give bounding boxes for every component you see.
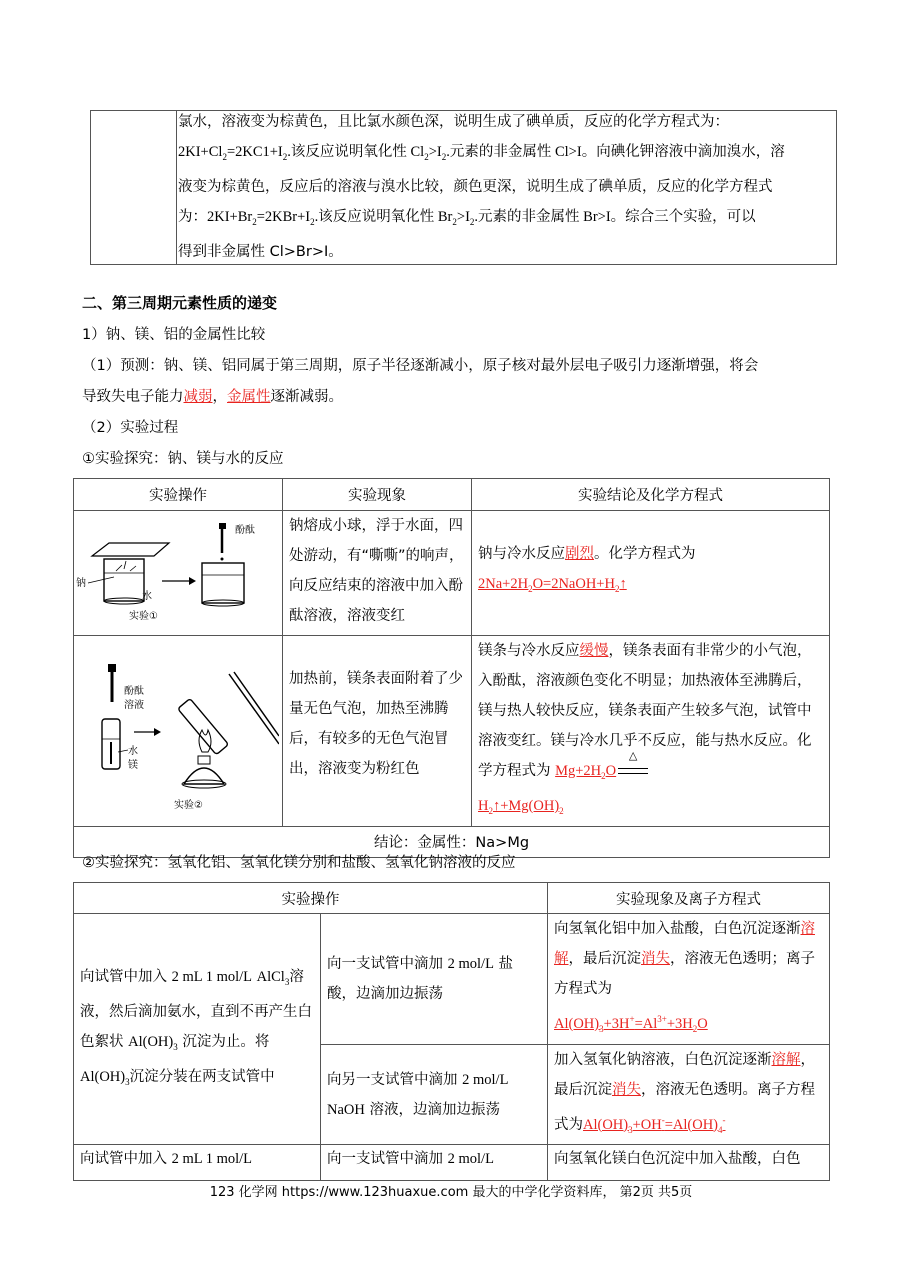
top-line-2-tail: 向碘化钾溶液中滴加溴水，溶: [596, 144, 785, 160]
label-mg-2: 镁: [128, 759, 138, 771]
top-table: [90, 110, 837, 265]
top-table-content: [176, 110, 837, 265]
t1-header-op: 实验操作: [74, 479, 283, 511]
t2-res2-blank-dissolve: 溶解: [771, 1051, 801, 1068]
label-exp2: 实验②: [174, 799, 203, 811]
t2-res1-b4: ，溶液无色透明；离子方程式为: [554, 951, 815, 997]
predict-text-pre: 导致失电子能力: [82, 389, 184, 405]
t1-r1-phen-text: 钠熔成小球，浮于水面，四处游动，有“嘶嘶”的响声，向反应结束的溶液中加入酚酞溶液，溶液变红: [289, 518, 464, 624]
t2-res1-b2: ，最后沉淀: [568, 951, 641, 967]
t2-header-res: 实验现象及离子方程式: [548, 883, 830, 914]
t1-r2-equation-2: $H_2↑+Mg(OH)_2$: [478, 797, 564, 816]
t1-r1-blank-violent: 剧烈: [565, 546, 594, 562]
t1-r1-figure: [74, 511, 283, 636]
top-line-3: 液变为棕黄色，反应后的溶液与溴水比较，颜色更深，说明生成了碘单质，反应的化学方程式: [178, 178, 773, 195]
t1-r1-conc-post: 。化学方程式为: [594, 546, 696, 562]
page-footer: 123 化学网 https://www.123huaxue.com 最大的中学化学资料库， 第2页 共5页: [209, 1185, 693, 1200]
subsection-title: 1）钠、镁、铝的金属性比较: [82, 327, 266, 343]
t2-left-operation: 向试管中加入 2 mL 1 mol/L AlCl$_3$溶液，然后滴加氨水，直到不再产生白色絮状 $Al(OH)_3$ 沉淀为止。将 $Al(OH)_3$沉淀分装在两支试管中: [74, 914, 321, 1145]
magnesium-water-diagram: [74, 644, 279, 814]
top-table-left-cell: [90, 110, 177, 265]
t1-header-conc: 实验结论及化学方程式: [472, 479, 830, 511]
t2-res1-blank-vanish: 消失: [641, 951, 670, 967]
t2-res1-blank-dissolve: 溶解: [554, 921, 815, 967]
t2-res1-equation: $Al(OH)_3+3H^+=Al^{3+}+3H_2O$: [554, 1014, 708, 1034]
t1-conclusion-text: 结论：金属性：Na>Mg: [373, 835, 530, 852]
t2-res1-a: 向氢氧化铝中加入盐酸，白色沉淀逐渐: [554, 921, 801, 937]
predict-blank-metallic: 金属性: [227, 389, 271, 405]
sodium-water-diagram: [74, 511, 279, 631]
t2-res2: [548, 1044, 830, 1145]
t1-header-phen: 实验现象: [283, 479, 472, 511]
t2-res2-blank-vanish: 消失: [612, 1081, 641, 1098]
predict-text-post: 逐渐减弱。: [270, 389, 343, 405]
section-title: 二、第三周期元素性质的递变: [82, 294, 278, 312]
t1-r2-phen-text: 加热前，镁条表面附着了少量无色气泡，加热至沸腾后，有较多的无色气泡冒出，溶液变为粉红色: [289, 671, 463, 777]
t2-sub1: 向一支试管中滴加 2 mol/L 盐酸，边滴加边振荡: [321, 914, 548, 1045]
t1-r2-conc-post: ，镁条表面有非常少的小气泡，入酚酞，溶液颜色变化不明显；加热液体至沸腾后，镁与热人较快反应，镁条表面产生较多气泡，试管中溶液变红。镁与冷水几乎不反应，能与热水反应。化学方程式为: [478, 643, 812, 779]
t2-header-op: 实验操作: [74, 883, 548, 914]
label-solution-2: 溶液: [124, 699, 144, 711]
t1-r1-conc-pre: 钠与冷水反应: [478, 546, 565, 562]
t1-r2-conc-pre: 镁条与冷水反应: [478, 643, 580, 659]
t1-r2-equation-1: $Mg+2H_2O$: [555, 763, 617, 781]
t2-res1: [548, 914, 830, 1045]
table-hydroxides: [73, 882, 830, 1181]
table-na-mg-water: [73, 478, 830, 858]
t2-sub2: 向另一支试管中滴加 2 mol/L NaOH 溶液，边滴加边振荡: [321, 1044, 548, 1145]
predict-sep: ，: [212, 389, 227, 405]
t2-last-mid: 向一支试管中滴加 2 mol/L: [321, 1145, 548, 1181]
t2-last-left: 向试管中加入 2 mL 1 mol/L: [74, 1145, 321, 1181]
predict-line-1: （1）预测：钠、镁、铝同属于第三周期，原子半径逐渐减小，原子核对最外层电子吸引力逐渐增强，将会: [82, 358, 759, 374]
label-exp1: 实验①: [129, 611, 158, 622]
t1-r2-conclusion: [472, 636, 830, 827]
delta-arrow: △: [616, 751, 650, 774]
top-line-4: 为：$2KI+Br_2=2KBr+I_2$.该反应说明氧化性 $Br_2>I_2$.元素的非金属性 Br>I。综合三个实验，可以: [178, 208, 756, 227]
t2-res2-b2: ，最后沉淀: [554, 1051, 815, 1098]
top-line-1: 氯水，溶液变为棕黄色，且比氯水颜色深，说明生成了碘单质，反应的化学方程式为：: [178, 114, 729, 130]
t1-r2-blank-slow: 缓慢: [579, 643, 609, 659]
label-phenolphthalein: 酚酞: [235, 525, 255, 536]
predict-blank-weaken: 减弱: [183, 389, 213, 405]
t2-res2-b4: ，溶液无色透明。离子方程式为: [554, 1081, 815, 1133]
label-water-2: 水: [128, 745, 138, 757]
exp1-title: ①实验探究：钠、镁与水的反应: [82, 451, 284, 467]
t1-r1-phenomenon: [283, 511, 472, 636]
t1-r1-conclusion: [472, 511, 830, 636]
process-title: （2）实验过程: [82, 420, 179, 436]
label-phenol-2: 酚酞: [124, 685, 144, 697]
top-line-2: $2KI+Cl_2=2KC1+I_2$.该反应说明氧化性 $Cl_2>I_2$.元素的非金属性 Cl>I。向碘化钾溶液中滴加溴水，溶: [178, 144, 785, 162]
t1-r2-figure: [74, 636, 283, 827]
exp2-title: ②实验探究：氢氧化铝、氢氧化镁分别和盐酸、氢氧化钠溶液的反应: [82, 855, 516, 871]
t2-res2-equation: $Al(OH)_3+OH^-=Al(OH)_4^-$: [583, 1114, 726, 1135]
label-water: 水: [142, 591, 152, 602]
t1-r1-equation: $2Na+2H_2O=2NaOH+H_2↑$: [478, 576, 627, 594]
predict-line-2: [82, 385, 343, 406]
t2-last-right: 向氢氧化镁白色沉淀中加入盐酸，白色: [548, 1145, 830, 1181]
t2-res2-a: 加入氢氧化钠溶液，白色沉淀逐渐: [554, 1051, 772, 1068]
label-sodium: 钠: [76, 578, 86, 589]
top-line-5: 得到非金属性 Cl>Br>I。: [178, 243, 343, 260]
t1-r2-phenomenon: [283, 636, 472, 827]
